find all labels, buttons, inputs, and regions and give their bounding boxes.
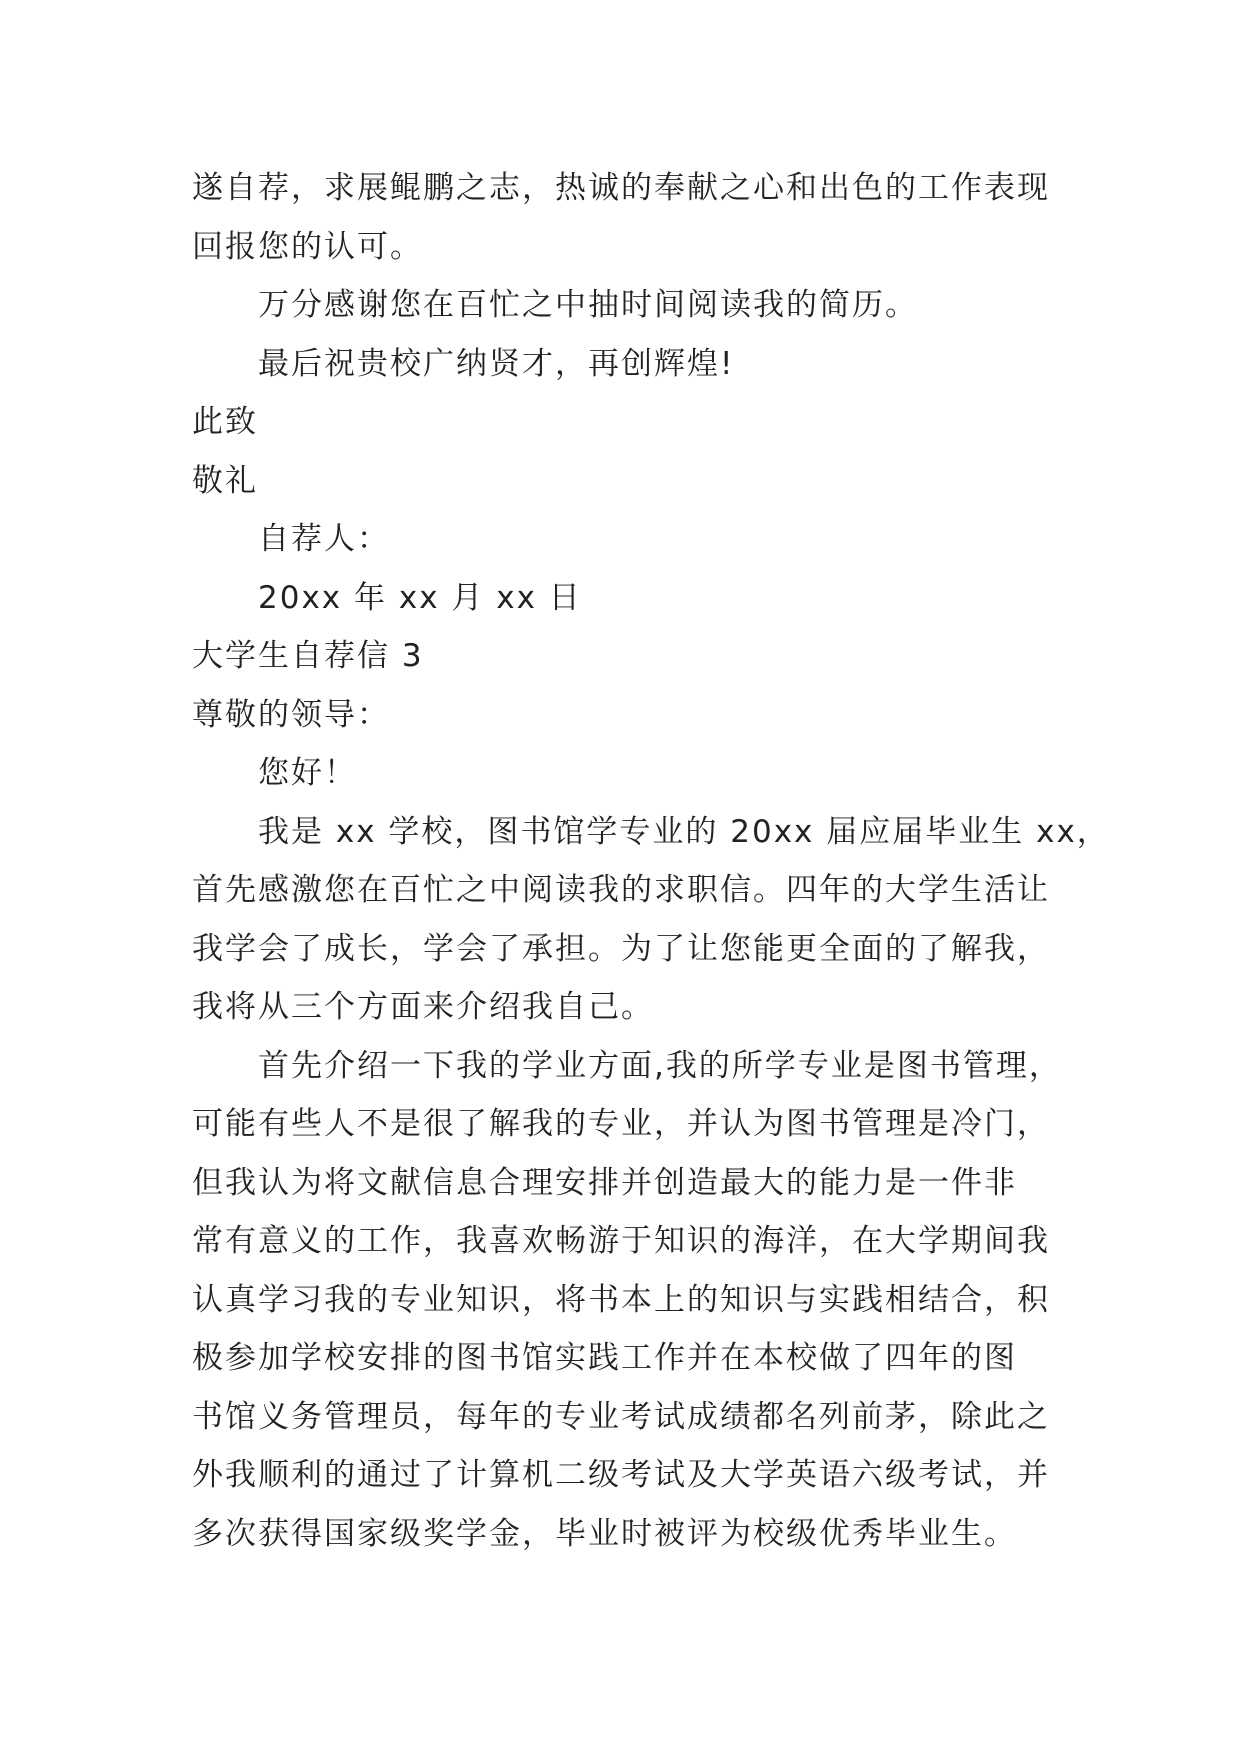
text-line: 首先感激您在百忙之中阅读我的求职信。四年的大学生活让 — [192, 872, 1050, 908]
text-line: 常有意义的工作，我喜欢畅游于知识的海洋，在大学期间我 — [192, 1223, 1050, 1259]
text-line: 但我认为将文献信息合理安排并创造最大的能力是一件非 — [192, 1164, 1017, 1201]
text-line: 外我顺利的通过了计算机二级考试及大学英语六级考试，并 — [192, 1457, 1050, 1493]
closing-salutation: 此致 — [192, 404, 258, 440]
document-body — [192, 159, 1110, 1563]
text-line: 书馆义务管理员，每年的专业考试成绩都名列前茅，除此之 — [192, 1398, 1050, 1435]
text-line: 可能有些人不是很了解我的专业，并认为图书管理是冷门， — [192, 1106, 1050, 1142]
text-line: 我学会了成长，学会了承担。为了让您能更全面的了解我， — [192, 930, 1050, 967]
text-line: 最后祝贵校广纳贤才，再创辉煌! — [258, 345, 735, 382]
text-line: 万分感谢您在百忙之中抽时间阅读我的简历。 — [258, 287, 918, 323]
greeting-recipient: 尊敬的领导： — [192, 696, 390, 733]
text-line: 回报您的认可。 — [192, 228, 423, 265]
text-line: 极参加学校安排的图书馆实践工作并在本校做了四年的图 — [192, 1340, 1017, 1376]
signature-label: 自荐人： — [258, 521, 390, 557]
section-heading: 大学生自荐信 3 — [192, 638, 424, 674]
text-line: 首先介绍一下我的学业方面,我的所学专业是图书管理， — [258, 1047, 1062, 1084]
signature-date: 20xx 年 xx 月 xx 日 — [258, 579, 582, 616]
text-line: 遂自荐，求展鲲鹏之志，热诚的奉献之心和出色的工作表现 — [192, 170, 1050, 206]
text-line: 认真学习我的专业知识，将书本上的知识与实践相结合，积 — [192, 1281, 1050, 1318]
text-line: 我是 xx 学校，图书馆学专业的 20xx 届应届毕业生 xx， — [258, 813, 1110, 850]
text-line: 多次获得国家级奖学金，毕业时被评为校级优秀毕业生。 — [192, 1515, 1017, 1552]
closing-regards: 敬礼 — [192, 462, 258, 499]
text-line: 我将从三个方面来介绍我自己。 — [192, 989, 654, 1025]
greeting: 您好！ — [258, 755, 357, 791]
